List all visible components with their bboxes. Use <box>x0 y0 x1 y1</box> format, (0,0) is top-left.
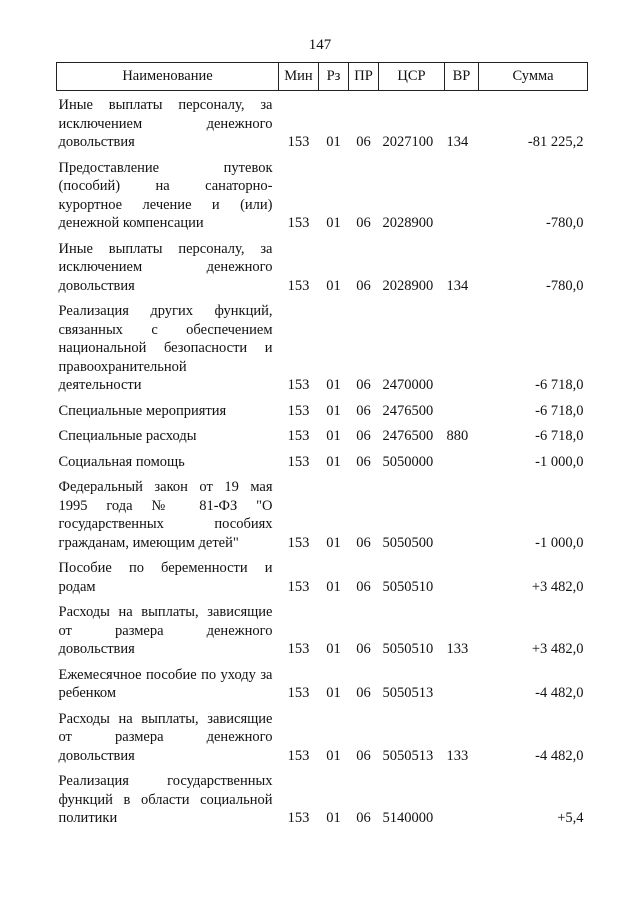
cell-pr: 06 <box>356 747 371 764</box>
cell-sum: -780,0 <box>546 215 584 231</box>
cell-name: Иные выплаты персоналу, за исключением денежного довольствия <box>58 97 273 150</box>
cell-csr: 5140000 <box>382 810 434 826</box>
table-row <box>57 233 588 296</box>
cell-rz: 01 <box>326 134 341 150</box>
cell-rz: 01 <box>326 810 341 826</box>
cell-csr: 5050510 <box>382 578 434 595</box>
table-row <box>57 765 588 828</box>
cell-min: 153 <box>287 134 310 150</box>
cell-min: 153 <box>287 747 310 764</box>
cell-name: Пособие по беременности и родам <box>58 560 273 595</box>
cell-rz: 01 <box>326 277 341 294</box>
table-body <box>57 91 588 828</box>
cell-pr: 06 <box>356 377 371 393</box>
cell-sum: -81 225,2 <box>527 134 584 150</box>
cell-pr: 06 <box>356 810 371 826</box>
column-header-min: Мин <box>279 63 319 91</box>
budget-table <box>56 62 588 828</box>
table-row <box>57 295 588 395</box>
cell-name: Реализация государственных функций в области социальной политики <box>58 773 273 826</box>
cell-pr: 06 <box>356 641 371 657</box>
column-header-rz: Рз <box>319 63 349 91</box>
cell-name: Специальные расходы <box>58 428 197 444</box>
table-header <box>57 63 588 91</box>
cell-rz: 01 <box>326 641 341 657</box>
cell-min: 153 <box>287 377 310 393</box>
cell-vr <box>445 552 479 596</box>
cell-name: Специальные мероприятия <box>58 402 227 419</box>
cell-vr <box>445 395 479 421</box>
cell-min: 153 <box>287 810 310 826</box>
cell-rz: 01 <box>326 453 341 470</box>
cell-min: 153 <box>287 534 310 551</box>
cell-vr: 134 <box>446 134 469 150</box>
cell-vr: 133 <box>446 641 469 657</box>
cell-sum: -6 718,0 <box>535 402 584 419</box>
table-row <box>57 703 588 766</box>
cell-min: 153 <box>287 641 310 657</box>
cell-min: 153 <box>287 277 310 294</box>
cell-vr <box>445 152 479 233</box>
cell-name: Ежемесячное пособие по уходу за ребенком <box>58 666 273 701</box>
column-header-vr: ВР <box>445 63 479 91</box>
cell-rz: 01 <box>326 534 341 551</box>
table-row <box>57 659 588 703</box>
cell-min: 153 <box>287 402 310 419</box>
cell-csr: 2028900 <box>382 277 434 294</box>
cell-csr: 5050513 <box>382 685 434 701</box>
cell-sum: -1 000,0 <box>535 453 584 470</box>
cell-csr: 5050500 <box>382 534 434 551</box>
table-row <box>57 552 588 596</box>
cell-name: Реализация других функций, связанных с обеспечением национальной безопасности и правоохранительной деятельности <box>58 303 273 393</box>
cell-min: 153 <box>287 578 310 595</box>
cell-vr: 133 <box>446 747 469 764</box>
cell-name: Предоставление путевок (пособий) на санаторно-курортное лечение и (или) денежной компенсации <box>58 159 273 231</box>
cell-name: Федеральный закон от 19 мая 1995 года № 81-ФЗ "О государственных пособиях гражданам, имеющим детей" <box>58 479 273 551</box>
page-number: 147 <box>308 37 332 53</box>
cell-sum: -6 718,0 <box>535 428 584 444</box>
cell-name: Социальная помощь <box>58 453 185 470</box>
cell-vr: 134 <box>446 277 469 294</box>
cell-sum: +3 482,0 <box>531 578 584 595</box>
table-row <box>57 420 588 446</box>
column-header-name: Наименование <box>57 63 279 91</box>
cell-vr: 880 <box>446 428 469 444</box>
cell-csr: 2470000 <box>382 377 434 393</box>
cell-pr: 06 <box>356 578 371 595</box>
cell-vr <box>445 295 479 395</box>
cell-vr <box>445 659 479 703</box>
table-row <box>57 91 588 152</box>
table-row <box>57 596 588 659</box>
cell-pr: 06 <box>356 134 371 150</box>
cell-pr: 06 <box>356 428 371 444</box>
cell-csr: 2476500 <box>382 402 434 419</box>
cell-csr: 5050000 <box>382 453 434 470</box>
cell-rz: 01 <box>326 428 341 444</box>
cell-vr <box>445 471 479 552</box>
cell-sum: -4 482,0 <box>535 747 584 764</box>
cell-csr: 2027100 <box>382 134 434 150</box>
cell-pr: 06 <box>356 534 371 551</box>
column-header-pr: ПР <box>349 63 379 91</box>
cell-pr: 06 <box>356 215 371 231</box>
cell-sum: -780,0 <box>546 277 584 294</box>
table-row <box>57 446 588 472</box>
cell-pr: 06 <box>356 277 371 294</box>
cell-sum: +3 482,0 <box>531 641 584 657</box>
cell-pr: 06 <box>356 402 371 419</box>
cell-csr: 2028900 <box>382 215 434 231</box>
cell-csr: 2476500 <box>382 428 434 444</box>
cell-vr <box>445 446 479 472</box>
cell-csr: 5050510 <box>382 641 434 657</box>
cell-name: Расходы на выплаты, зависящие от размера денежного довольствия <box>58 710 273 764</box>
cell-vr <box>445 765 479 828</box>
column-header-sum: Сумма <box>479 63 588 91</box>
cell-sum: -1 000,0 <box>535 534 584 551</box>
cell-name: Иные выплаты персоналу, за исключением денежного довольствия <box>58 240 273 294</box>
cell-min: 153 <box>287 685 310 701</box>
cell-rz: 01 <box>326 747 341 764</box>
cell-sum: -4 482,0 <box>535 685 584 701</box>
table-row <box>57 152 588 233</box>
cell-rz: 01 <box>326 377 341 393</box>
cell-min: 153 <box>287 453 310 470</box>
cell-min: 153 <box>287 428 310 444</box>
cell-min: 153 <box>287 215 310 231</box>
cell-rz: 01 <box>326 685 341 701</box>
column-header-csr: ЦСР <box>379 63 445 91</box>
cell-sum: +5,4 <box>557 810 584 826</box>
cell-sum: -6 718,0 <box>535 377 584 393</box>
cell-rz: 01 <box>326 402 341 419</box>
cell-csr: 5050513 <box>382 747 434 764</box>
table-row <box>57 471 588 552</box>
cell-rz: 01 <box>326 578 341 595</box>
cell-pr: 06 <box>356 453 371 470</box>
table-row <box>57 395 588 421</box>
cell-name: Расходы на выплаты, зависящие от размера денежного довольствия <box>58 604 273 657</box>
cell-pr: 06 <box>356 685 371 701</box>
cell-rz: 01 <box>326 215 341 231</box>
